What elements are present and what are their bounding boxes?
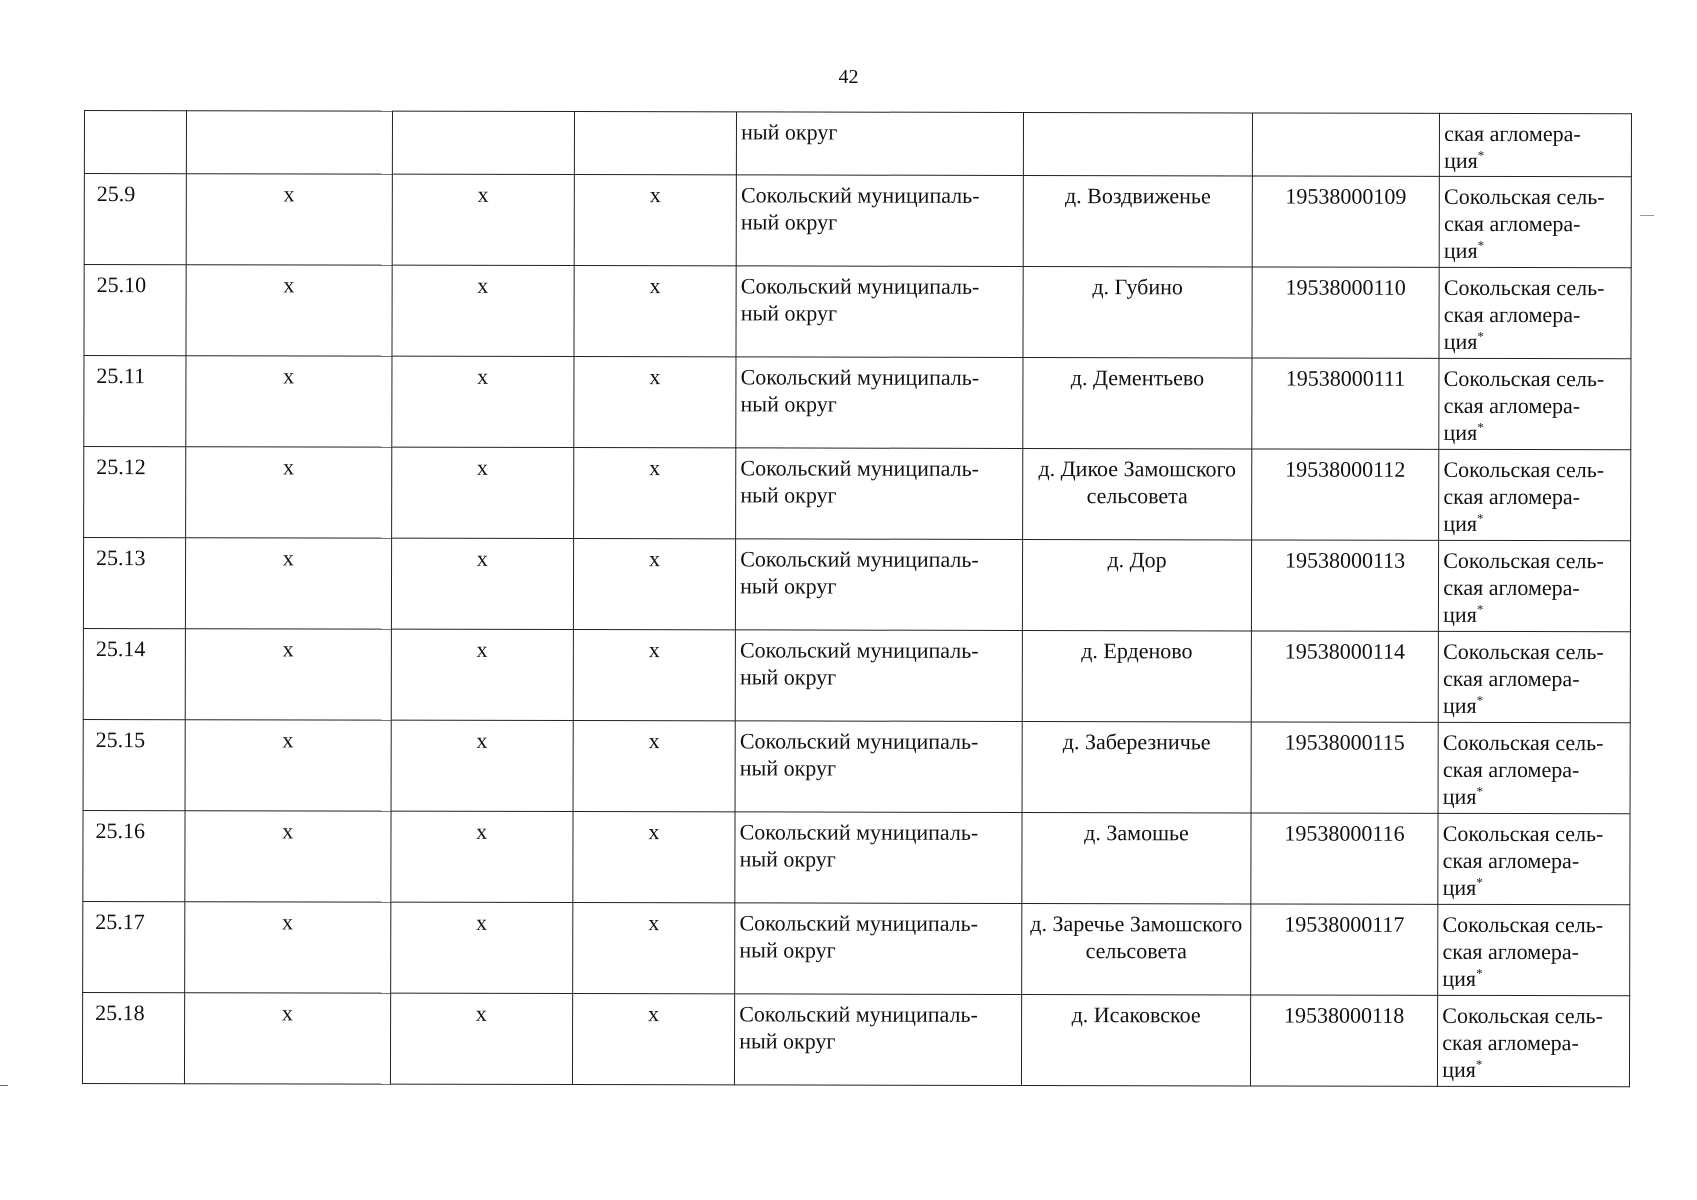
table-row xyxy=(83,719,1630,813)
agglomeration-line-2: ская агломера- xyxy=(1442,938,1580,965)
table-row xyxy=(82,992,1629,1086)
cell-x-mark: х xyxy=(476,636,488,662)
cell-place xyxy=(1022,721,1251,812)
oktmo-code: 19538000117 xyxy=(1284,911,1405,937)
cell-code xyxy=(1252,267,1440,358)
cell-code xyxy=(1250,904,1438,995)
agglomeration-line-1: Сокольская сель- xyxy=(1442,1002,1603,1029)
cell-district xyxy=(735,721,1022,813)
agglomeration-line-2: ская агломера- xyxy=(1443,392,1581,419)
cell-agglomeration xyxy=(1438,813,1630,904)
cell-col3 xyxy=(391,356,573,447)
cell-col4 xyxy=(574,266,737,357)
table-row xyxy=(83,810,1630,904)
cell-place xyxy=(1022,630,1251,721)
cell-x-mark: х xyxy=(282,909,294,935)
page-number: 42 xyxy=(838,66,859,88)
cell-code xyxy=(1251,722,1439,813)
oktmo-code: 19538000118 xyxy=(1284,1002,1405,1028)
cell-col4 xyxy=(573,539,736,630)
settlement-name: д. Заречье Замошского сельсовета xyxy=(1030,910,1243,964)
scan-mark xyxy=(1640,215,1654,216)
settlement-name: д. Заберезничье xyxy=(1062,729,1211,755)
cell-code xyxy=(1252,358,1440,449)
footnote-mark: * xyxy=(1476,601,1484,617)
cell-agglomeration xyxy=(1438,904,1630,995)
settlement-name: д. Губино xyxy=(1092,274,1183,300)
cell-num xyxy=(84,174,186,265)
table-body xyxy=(82,111,1631,1087)
cell-agglomeration xyxy=(1439,449,1631,540)
cell-x-mark: х xyxy=(649,364,661,390)
cell-x-mark: х xyxy=(282,636,294,662)
settlement-name: д. Дементьево xyxy=(1070,365,1205,391)
cell-x-mark: х xyxy=(649,182,661,208)
cell-col2 xyxy=(185,447,391,538)
settlement-name: д. Ерденово xyxy=(1081,638,1193,664)
cell-x-mark: х xyxy=(283,272,295,298)
agglomeration-line-1: Сокольская сель- xyxy=(1443,365,1605,392)
cell-x-mark: х xyxy=(647,1001,660,1027)
district-line-1: Сокольский муниципаль- xyxy=(739,910,979,936)
agglomeration-line-2: ская агломера- xyxy=(1442,756,1580,783)
cell-col4 xyxy=(573,357,736,448)
oktmo-code: 19538000110 xyxy=(1285,274,1406,300)
district-tail: ный округ xyxy=(741,119,838,145)
agglomeration-line-2: ская агломера- xyxy=(1443,574,1580,601)
cell-num xyxy=(84,447,186,538)
agglomeration-line-3: ция* xyxy=(1442,874,1483,900)
cell-col2 xyxy=(186,265,392,356)
table-row xyxy=(83,901,1630,995)
cell-col3 xyxy=(391,720,573,811)
cell-col2 xyxy=(184,902,390,993)
oktmo-code: 19538000112 xyxy=(1285,456,1406,482)
cell-x-mark: х xyxy=(477,363,489,389)
agglomeration-line-1: Сокольская сель- xyxy=(1443,274,1605,301)
cell-x-mark: х xyxy=(475,1000,487,1026)
settlement-name: д. Исаковское xyxy=(1071,1002,1201,1028)
cell-x-mark: х xyxy=(476,545,488,571)
cell-x-mark: х xyxy=(648,546,660,572)
district-line-1: Сокольский муниципаль- xyxy=(740,364,980,390)
cell-num xyxy=(83,719,185,810)
district-line-1: Сокольский муниципаль- xyxy=(739,819,979,845)
cell-col4 xyxy=(573,721,736,812)
cell-num xyxy=(84,111,186,174)
cell-x-mark: х xyxy=(475,909,487,935)
cell-place xyxy=(1022,903,1251,994)
cell-agglomeration xyxy=(1439,540,1631,631)
agglomeration-line-1: Сокольская сель- xyxy=(1443,638,1604,665)
agglomeration-line-1: Сокольская сель- xyxy=(1442,729,1604,756)
scan-mark xyxy=(0,1085,8,1086)
agglomeration-line-3: ция* xyxy=(1442,965,1483,991)
cell-x-mark: х xyxy=(282,454,295,480)
footnote-mark: * xyxy=(1476,965,1483,981)
district-line-1: Сокольский муниципаль- xyxy=(739,1001,978,1027)
district-line-2: ный округ xyxy=(739,846,836,872)
cell-x-mark: х xyxy=(477,272,489,298)
cell-district xyxy=(735,630,1022,722)
agglomeration-line-3: ция* xyxy=(1443,237,1485,263)
cell-col2 xyxy=(185,629,391,720)
agglomeration-line-2: ская агломера- xyxy=(1443,483,1580,510)
row-number: 25.14 xyxy=(95,636,146,662)
agglomeration-line-3: ция* xyxy=(1443,601,1484,627)
district-line-2: ный округ xyxy=(739,937,836,963)
cell-col4 xyxy=(572,812,735,903)
row-number: 25.18 xyxy=(95,1000,145,1026)
cell-col2 xyxy=(185,720,391,811)
oktmo-code: 19538000113 xyxy=(1284,547,1406,573)
cell-x-mark: х xyxy=(283,181,295,207)
agglomeration-line-3: ция* xyxy=(1443,419,1484,445)
cell-place xyxy=(1023,539,1252,630)
cell-col2 xyxy=(185,538,391,629)
cell-num xyxy=(83,538,185,629)
oktmo-code: 19538000116 xyxy=(1284,820,1405,846)
cell-district xyxy=(736,175,1023,267)
cell-num xyxy=(83,628,185,719)
cell-x-mark: х xyxy=(649,455,661,481)
agglomeration-line-1: Сокольская сель- xyxy=(1443,456,1605,483)
cell-agglomeration xyxy=(1438,995,1630,1086)
cell-x-mark: х xyxy=(648,637,660,663)
agglomeration-line-1: Сокольская сель- xyxy=(1442,911,1604,938)
cell-code xyxy=(1252,113,1440,176)
row-number: 25.16 xyxy=(95,818,146,844)
agglomeration-line-2: ская агломера- xyxy=(1442,1029,1579,1056)
agglomeration-line-3: ция* xyxy=(1442,692,1484,718)
cell-place xyxy=(1022,812,1251,903)
oktmo-code: 19538000111 xyxy=(1285,365,1406,391)
cell-district xyxy=(736,266,1023,358)
footnote-mark: * xyxy=(1475,1056,1483,1072)
footnote-mark: * xyxy=(1477,328,1484,344)
cell-col3 xyxy=(390,811,572,902)
table-row xyxy=(83,538,1630,632)
cell-col4 xyxy=(574,112,737,175)
district-line-2: ный округ xyxy=(740,300,838,326)
district-line-2: ный округ xyxy=(739,664,837,690)
district-line-2: ный округ xyxy=(740,209,838,235)
cell-col4 xyxy=(574,175,737,266)
agglomeration-end: ция* xyxy=(1444,147,1485,173)
cell-x-mark: х xyxy=(281,1000,293,1026)
cell-col3 xyxy=(392,111,574,174)
cell-agglomeration xyxy=(1439,267,1631,358)
cell-place xyxy=(1023,357,1252,448)
agglomeration-line-3: ция* xyxy=(1442,783,1483,809)
cell-x-mark: х xyxy=(648,819,660,845)
cell-col3 xyxy=(391,629,573,720)
oktmo-code: 19538000114 xyxy=(1284,638,1406,664)
cell-district xyxy=(736,539,1023,631)
footnote-mark: * xyxy=(1476,783,1483,799)
footnote-mark: * xyxy=(1476,874,1483,890)
row-number: 25.9 xyxy=(96,181,136,207)
cell-col3 xyxy=(390,902,572,993)
cell-col4 xyxy=(573,448,736,539)
agglomeration-line-2: ская агломера- xyxy=(1443,665,1580,692)
cell-agglomeration xyxy=(1438,722,1630,813)
cell-x-mark: х xyxy=(282,727,294,753)
row-number: 25.15 xyxy=(95,727,146,753)
cell-col2 xyxy=(186,111,392,174)
footnote-mark: * xyxy=(1477,510,1484,526)
cell-code xyxy=(1251,631,1439,722)
cell-district xyxy=(737,112,1024,176)
cell-agglomeration xyxy=(1439,358,1631,449)
agglomeration-tail: ская агломера- xyxy=(1444,120,1581,147)
cell-x-mark: х xyxy=(476,818,488,844)
cell-x-mark: х xyxy=(648,728,660,754)
settlement-name: д. Замошье xyxy=(1084,820,1189,846)
row-number: 25.10 xyxy=(96,272,147,298)
settlement-name: д. Дикое Замошского сельсовета xyxy=(1038,455,1237,509)
cell-x-mark: х xyxy=(282,545,294,571)
cell-col3 xyxy=(390,993,572,1084)
district-line-1: Сокольский муниципаль- xyxy=(739,728,979,754)
cell-place xyxy=(1022,994,1251,1085)
cell-col2 xyxy=(185,811,391,902)
table-row xyxy=(84,174,1631,268)
settlements-table xyxy=(82,110,1632,1087)
row-number: 25.12 xyxy=(96,454,146,480)
agglomeration-line-2: ская агломера- xyxy=(1443,210,1581,237)
oktmo-code: 19538000109 xyxy=(1285,183,1407,209)
table-row xyxy=(84,356,1631,450)
row-number: 25.13 xyxy=(96,545,146,571)
cell-x-mark: х xyxy=(649,273,661,299)
district-line-2: ный округ xyxy=(740,482,837,508)
cell-col4 xyxy=(572,994,735,1085)
cell-col2 xyxy=(186,356,392,447)
footnote-mark: * xyxy=(1477,147,1485,163)
cell-code xyxy=(1251,813,1439,904)
district-line-1: Сокольский муниципаль- xyxy=(740,637,979,663)
cell-col4 xyxy=(572,903,735,994)
cell-x-mark: х xyxy=(476,454,488,480)
cell-x-mark: х xyxy=(477,181,489,207)
settlement-name: д. Дор xyxy=(1107,547,1167,573)
cell-place xyxy=(1024,112,1253,175)
footnote-mark: * xyxy=(1477,237,1485,253)
cell-col4 xyxy=(573,630,736,721)
cell-district xyxy=(735,812,1022,904)
cell-x-mark: х xyxy=(282,818,294,844)
settlement-name: д. Воздвиженье xyxy=(1064,183,1211,209)
cell-x-mark: х xyxy=(283,363,295,389)
cell-col2 xyxy=(186,174,392,265)
district-line-2: ный округ xyxy=(740,391,837,417)
agglomeration-line-1: Сокольская сель- xyxy=(1444,183,1605,210)
district-line-1: Сокольский муниципаль- xyxy=(740,455,979,481)
footnote-mark: * xyxy=(1477,419,1484,435)
cell-col2 xyxy=(184,993,390,1084)
table-row xyxy=(84,265,1631,359)
cell-col3 xyxy=(391,447,573,538)
cell-x-mark: х xyxy=(476,727,488,753)
cell-agglomeration xyxy=(1438,631,1630,722)
district-line-1: Сокольский муниципаль- xyxy=(740,182,980,208)
cell-num xyxy=(82,992,184,1083)
row-number: 25.17 xyxy=(95,909,145,935)
agglomeration-line-1: Сокольская сель- xyxy=(1443,547,1604,574)
cell-place xyxy=(1023,175,1252,266)
continuation-row xyxy=(84,111,1631,177)
table-row xyxy=(83,628,1630,722)
cell-district xyxy=(736,357,1023,449)
cell-num xyxy=(84,265,186,356)
cell-agglomeration xyxy=(1440,113,1632,176)
cell-agglomeration xyxy=(1439,176,1631,267)
district-line-1: Сокольский муниципаль- xyxy=(740,273,980,299)
cell-num xyxy=(84,356,186,447)
cell-num xyxy=(83,901,185,992)
agglomeration-line-3: ция* xyxy=(1443,328,1484,354)
cell-col3 xyxy=(392,174,574,265)
footnote-mark: * xyxy=(1476,692,1484,708)
cell-code xyxy=(1250,995,1438,1086)
cell-district xyxy=(735,903,1022,995)
cell-x-mark: х xyxy=(648,910,660,936)
district-line-2: ный округ xyxy=(739,1028,836,1054)
cell-place xyxy=(1023,266,1252,357)
agglomeration-line-1: Сокольская сель- xyxy=(1442,820,1604,847)
agglomeration-line-2: ская агломера- xyxy=(1443,301,1581,328)
oktmo-code: 19538000115 xyxy=(1284,729,1405,755)
table-row xyxy=(84,447,1631,541)
cell-code xyxy=(1252,176,1440,267)
row-number: 25.11 xyxy=(96,363,146,389)
cell-col3 xyxy=(392,265,574,356)
cell-place xyxy=(1023,448,1252,539)
agglomeration-line-2: ская агломера- xyxy=(1442,847,1580,874)
cell-code xyxy=(1251,449,1439,540)
district-line-2: ный округ xyxy=(739,755,837,781)
cell-num xyxy=(83,810,185,901)
agglomeration-line-3: ция* xyxy=(1443,510,1484,536)
district-line-2: ный округ xyxy=(740,573,837,599)
agglomeration-line-3: ция* xyxy=(1442,1056,1483,1082)
cell-district xyxy=(736,448,1023,540)
cell-col3 xyxy=(391,538,573,629)
cell-district xyxy=(735,994,1022,1086)
cell-code xyxy=(1251,540,1439,631)
district-line-1: Сокольский муниципаль- xyxy=(740,546,979,572)
